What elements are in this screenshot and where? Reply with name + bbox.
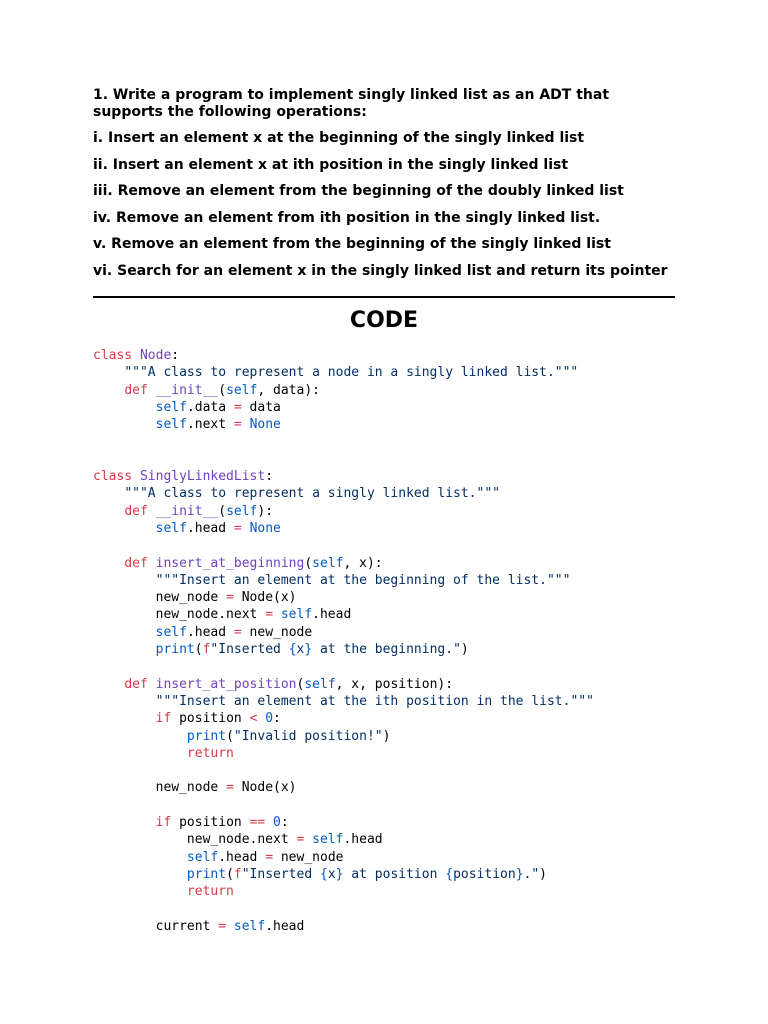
code-line: print("Invalid position!") [186,728,391,744]
question-item-6: vi. Search for an element x in the singly linked list and return its pointer [93,263,668,279]
code-line: def insert_at_position(self, x, position): [124,676,454,692]
code-line: if position == 0: [155,815,289,831]
code-line: def __init__(self, data): [124,382,321,398]
code-line: def insert_at_beginning(self, x): [124,555,383,571]
question-item-2: ii. Insert an element x at ith position in the singly linked list [93,157,569,173]
code-line: return [186,745,234,761]
code-line: current = self.head [93,918,305,934]
question-item-3: iii. Remove an element from the beginning of the doubly linked list [93,183,624,199]
question-item-5: v. Remove an element from the beginning of the singly linked list [93,236,611,252]
code-line: class SinglyLinkedList: [93,469,274,485]
code-heading: CODE [349,308,419,333]
code-line: """A class to represent a node in a singly linked list.""" [124,365,579,381]
code-line: class Node: [93,348,180,363]
code-line: print(f"Inserted {x} at the beginning.") [155,642,469,658]
question-title: 1. Write a program to implement singly linked list as an ADT that supports the following operations: [93,87,610,120]
code-block [93,347,594,935]
code-line: """Insert an element at the beginning of the list.""" [155,572,571,588]
code-line: new_node = Node(x) [93,780,297,796]
code-line [93,901,594,918]
code-line: """Insert an element at the ith position in the list.""" [155,693,594,709]
code-line: self.head = None [155,520,281,536]
code-line: return [186,884,234,900]
code-line: self.next = None [155,417,281,433]
code-line: def __init__(self): [124,503,274,519]
code-line: print(f"Inserted {x} at position {position}.") [186,866,547,882]
code-line: self.head = new_node [155,624,313,640]
code-line: self.data = data [155,399,281,415]
code-line [93,537,594,554]
code-line: new_node.next = self.head [93,607,352,623]
code-line: self.head = new_node [186,849,344,865]
code-line [93,797,594,814]
section-divider [93,296,675,298]
code-line [93,451,594,468]
code-line [93,658,594,675]
code-line: new_node.next = self.head [93,832,383,848]
code-line: if position < 0: [155,711,281,727]
code-line: new_node = Node(x) [93,590,297,606]
code-line [93,762,594,779]
code-line: """A class to represent a singly linked list.""" [124,486,500,502]
question-item-4: iv. Remove an element from ith position in the singly linked list. [93,210,601,226]
code-line [93,433,594,450]
question-item-1: i. Insert an element x at the beginning of the singly linked list [93,130,585,146]
